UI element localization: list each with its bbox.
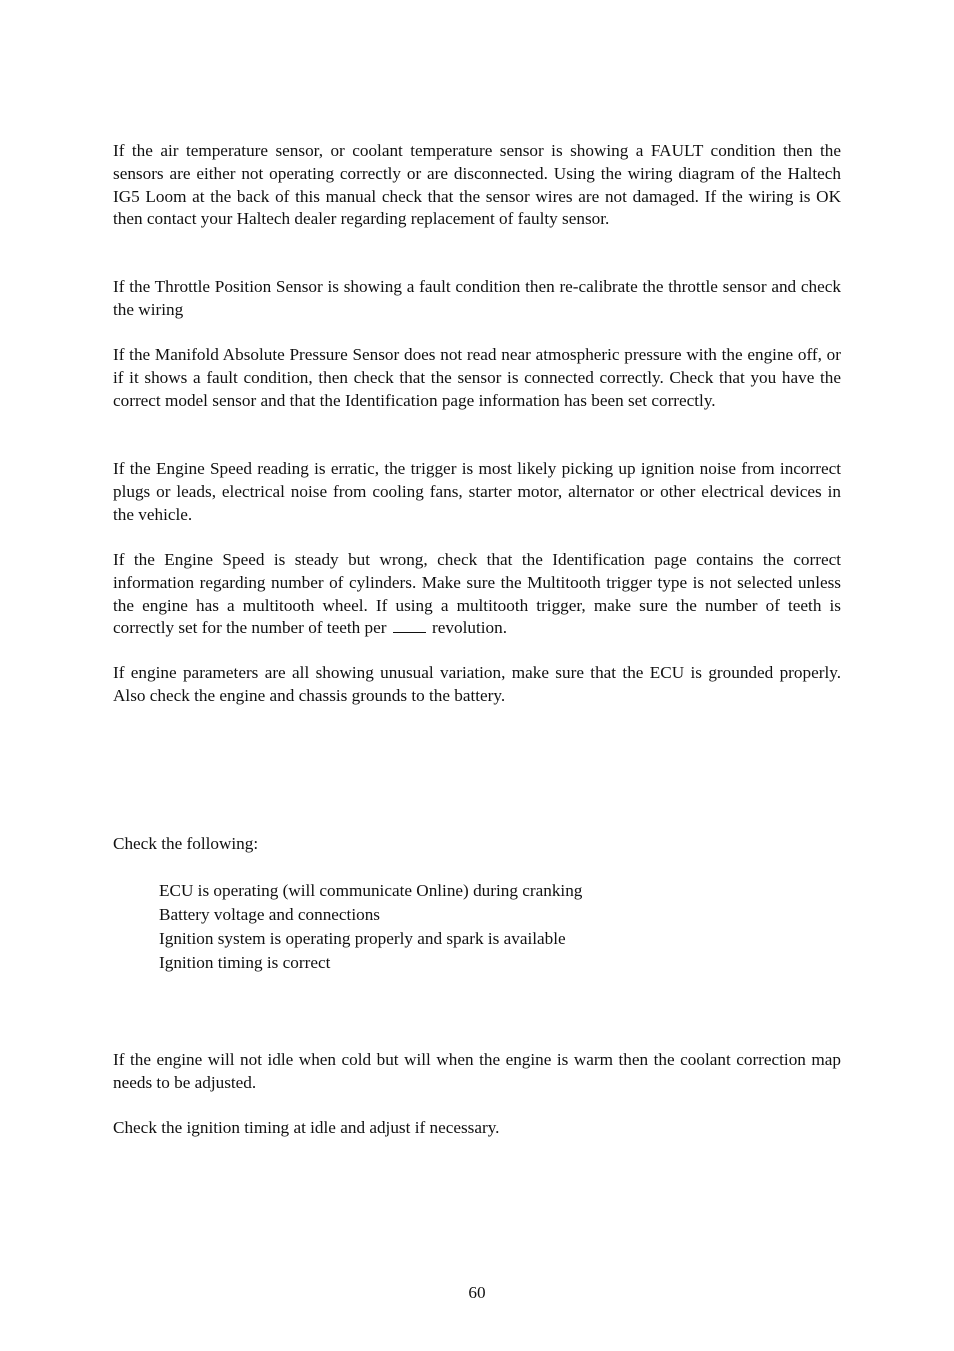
check-list xyxy=(159,879,582,975)
list-item: Ignition system is operating properly and spark is available xyxy=(159,929,566,948)
paragraph-cold-idle: If the engine will not idle when cold but will when the engine is warm then the coolant correction map needs to be adjusted. xyxy=(113,1050,841,1092)
engine-speed-text-end: revolution. xyxy=(432,618,507,638)
page-number: 60 xyxy=(468,1283,486,1302)
paragraph-ground-check: If engine parameters are all showing unusual variation, make sure that the ECU is grounded properly. Also check the engine and chassis grounds to the battery. xyxy=(113,663,841,705)
paragraph-map-sensor: If the Manifold Absolute Pressure Sensor does not read near atmospheric pressure with the engine off, or if it shows a fault condition, then check that the sensor is connected correctly. Check that you have the correct model sensor and that the Identification page information has been set correctly. xyxy=(113,345,841,410)
paragraph-idle-timing: Check the ignition timing at idle and adjust if necessary. xyxy=(113,1118,500,1137)
list-item: Battery voltage and connections xyxy=(159,905,380,924)
paragraph-engine-speed-wrong xyxy=(113,549,841,640)
list-item: Ignition timing is correct xyxy=(159,953,331,972)
blank-underline xyxy=(393,618,426,633)
paragraph-engine-speed-erratic: If the Engine Speed reading is erratic, the trigger is most likely picking up ignition noise from incorrect plugs or leads, electrical noise from cooling fans, starter motor, alternator or other electrical devices in the vehicle. xyxy=(113,459,841,524)
list-item: ECU is operating (will communicate Online) during cranking xyxy=(159,881,583,900)
check-heading: Check the following: xyxy=(113,834,259,853)
paragraph-temperature-sensor-fault: If the air temperature sensor, or coolant temperature sensor is showing a FAULT condition then the sensors are either not operating correctly or are disconnected. Using the wiring diagram of the Haltech IG5 Loom at the back of this manual check that the sensor wires are not damaged. If the wiring is OK then contact your Haltech dealer regarding replacement of faulty sensor. xyxy=(113,141,841,229)
engine-speed-text: If the Engine Speed is steady but wrong, check that the Identification page contains the correct information regarding number of cylinders. Make sure the Multitooth trigger type is not selected unless the engine has a multitooth wheel. If using a multitooth trigger, make sure the number of teeth is correctly set for the number of teeth per xyxy=(113,550,841,638)
paragraph-throttle-position-sensor: If the Throttle Position Sensor is showing a fault condition then re-calibrate the throttle sensor and check the wiring xyxy=(113,277,841,319)
